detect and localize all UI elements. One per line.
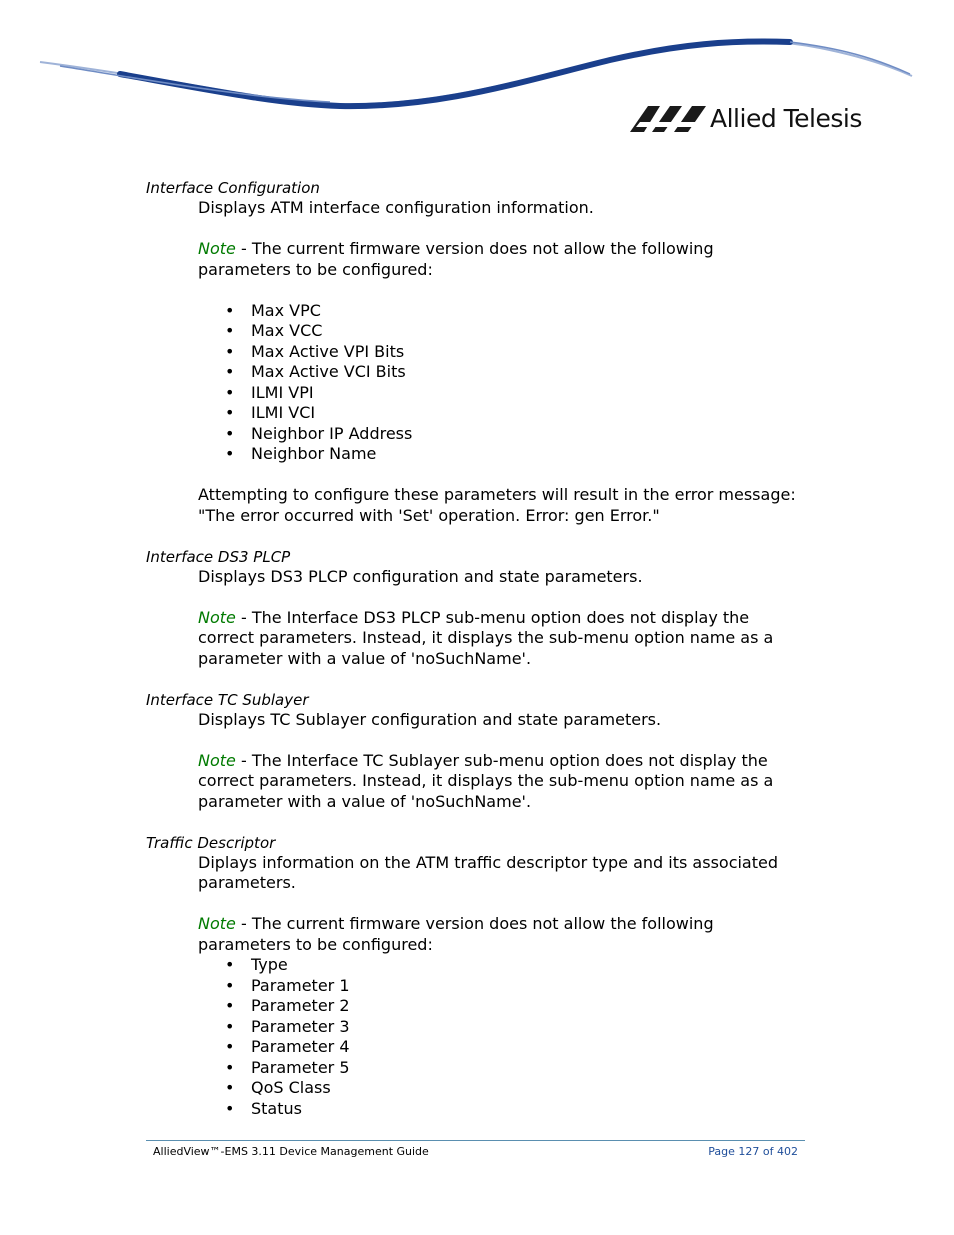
note-text: - The Interface DS3 PLCP sub-menu option does not display the correct parameters. Instead, it displays the sub-menu option name as a parameter with a value of 'noSuchName'. [198, 607, 774, 668]
list-item: • Parameter 4 [198, 1037, 806, 1058]
section-description: Displays ATM interface configuration information. [198, 198, 594, 217]
section-title: Interface TC Sublayer [146, 690, 309, 709]
note-label: Note [198, 607, 236, 627]
logo-text: Allied Telesis [710, 103, 862, 133]
list-item: • ILMI VPI [198, 383, 806, 404]
list-item: • Max Active VCI Bits [198, 362, 806, 383]
list-item: • Status [198, 1099, 806, 1120]
section-body [198, 567, 806, 690]
section-interface-tc-sublayer [146, 690, 806, 833]
list-item: • Parameter 5 [198, 1058, 806, 1079]
section-interface-ds3-plcp [146, 547, 806, 690]
list-item: • Neighbor Name [198, 444, 806, 465]
note-text: - The current firmware version does not allow the following parameters to be configured: [198, 914, 714, 954]
note-paragraph [198, 608, 806, 670]
footer-page-number: Page 127 of 402 [708, 1145, 798, 1158]
section-title: Traffic Descriptor [146, 833, 276, 852]
allied-telesis-logo [630, 100, 862, 136]
error-message-paragraph: Attempting to configure these parameters will result in the error message: "The error occurred with 'Set' operation. Error: gen Error." [198, 485, 796, 525]
list-item: • Neighbor IP Address [198, 424, 806, 445]
footer-guide-title: AlliedView™-EMS 3.11 Device Management Guide [153, 1145, 429, 1158]
list-item: • QoS Class [198, 1078, 806, 1099]
section-description: Displays TC Sublayer configuration and state parameters. [198, 709, 662, 729]
parameter-list [198, 301, 806, 465]
list-item: • Max Active VPI Bits [198, 342, 806, 363]
document-body [146, 178, 806, 1119]
list-item: • Parameter 3 [198, 1017, 806, 1038]
section-body [198, 853, 806, 1120]
note-text: - The Interface TC Sublayer sub-menu option does not display the correct parameters. Instead, it displays the sub-menu option name as a parameter with a value of 'noSuchName'. [198, 750, 774, 811]
note-paragraph [198, 239, 806, 280]
list-item: • Parameter 2 [198, 996, 806, 1017]
list-item: • Parameter 1 [198, 976, 806, 997]
note-paragraph [198, 914, 806, 955]
note-text: - The current firmware version does not allow the following parameters to be configured: [198, 239, 714, 279]
list-item: • Max VCC [198, 321, 806, 342]
section-description: Displays DS3 PLCP configuration and state parameters. [198, 566, 643, 586]
note-paragraph [198, 751, 806, 813]
list-item: • Type [198, 955, 806, 976]
list-item: • ILMI VCI [198, 403, 806, 424]
section-description: Diplays information on the ATM traffic descriptor type and its associated parameters. [198, 852, 779, 892]
section-traffic-descriptor [146, 833, 806, 1120]
note-label: Note [198, 239, 236, 258]
parameter-list [198, 955, 806, 1119]
list-item: • Max VPC [198, 301, 806, 322]
note-label: Note [198, 750, 236, 770]
allied-telesis-logo-mark [630, 104, 706, 132]
note-label: Note [198, 914, 236, 933]
section-title: Interface DS3 PLCP [146, 547, 291, 566]
footer-divider [146, 1140, 805, 1141]
section-body [198, 198, 806, 547]
section-body [198, 710, 806, 833]
section-title: Interface Configuration [146, 179, 320, 197]
section-interface-configuration [146, 178, 806, 547]
